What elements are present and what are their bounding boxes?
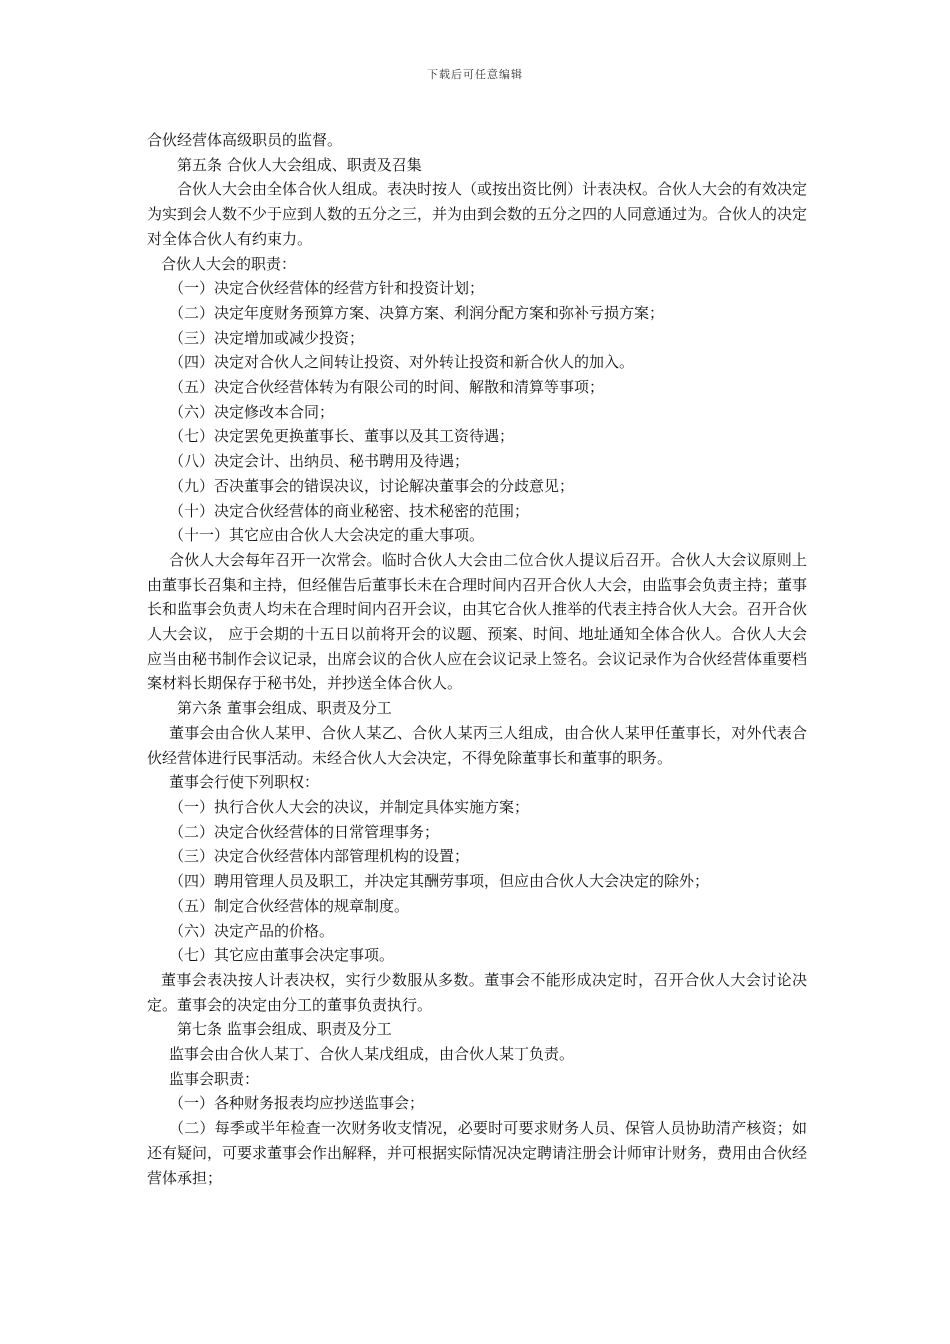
paragraph: 董事会表决按人计表决权，实行少数服从多数。董事会不能形成决定时，召开合伙人大会讨论决定。董事会的决定由分工的董事负责执行。 — [147, 970, 807, 1014]
list-item: （四）决定对合伙人之间转让投资、对外转让投资和新合伙人的加入。 — [169, 353, 635, 372]
section-heading-6: 第六条 董事会组成、职责及分工 — [177, 699, 392, 718]
paragraph: 合伙人大会由全体合伙人组成。表决时按人（或按出资比例）计表决权。合伙人大会的有效决定为实到会人数不少于应到人数的五分之三，并为由到会数的五分之四的人同意通过为。合伙人的决定对全体合伙人有约束力。 — [147, 180, 808, 248]
list-item: （二）决定年度财务预算方案、决算方案、利润分配方案和弥补亏损方案； — [169, 303, 665, 322]
list-item: （九）否决董事会的错误决议，讨论解决董事会的分歧意见； — [169, 476, 575, 495]
paragraph: 合伙经营体高级职员的监督。 — [147, 131, 343, 149]
list-item: （三）决定合伙经营体内部管理机构的设置； — [169, 847, 470, 866]
list-item: （六）决定产品的价格。 — [169, 921, 335, 940]
paragraph: 董事会行使下列职权： — [169, 773, 320, 792]
list-item: （八）决定会计、出纳员、秘书聘用及待遇； — [169, 452, 470, 471]
document-body — [147, 128, 807, 1190]
list-item: （七）其它应由董事会决定事项。 — [169, 946, 395, 965]
list-item: （六）决定修改本合同； — [169, 402, 335, 421]
list-item: （一）决定合伙经营体的经营方针和投资计划； — [169, 279, 485, 298]
list-item: （二）每季或半年检查一次财务收支情况，必要时可要求财务人员、保管人员协助清产核资；如还有疑问，可要求董事会作出解释，并可根据实际情况决定聘请注册会计师审计财务，费用由合伙经营体承担； — [147, 1119, 808, 1187]
list-item: （七）决定罢免更换董事长、董事以及其工资待遇； — [169, 427, 515, 446]
list-item: （四）聘用管理人员及职工，并决定其酬劳事项，但应由合伙人大会决定的除外； — [169, 872, 710, 891]
list-item: （三）决定增加或减少投资； — [169, 328, 365, 347]
paragraph: 董事会由合伙人某甲、合伙人某乙、合伙人某丙三人组成，由合伙人某甲任董事长，对外代表合伙经营体进行民事活动。未经合伙人大会决定，不得免除董事长和董事的职务。 — [147, 723, 807, 767]
list-item: （二）决定合伙经营体的日常管理事务； — [169, 822, 440, 841]
page-header: 下载后可任意编辑 — [427, 68, 523, 81]
paragraph: 合伙人大会每年召开一次常会。临时合伙人大会由二位合伙人提议后召开。合伙人大会议原则上由董事长召集和主持，但经催告后董事长未在合理时间内召开合伙人大会，由监事会负责主持；董事长和监事会负责人均未在合理时间内召开会议，由其它合伙人推举的代表主持合伙人大会。召开合伙人大会议， 应于会期的十五日以前将开会的议题、预案、时间、地址通知全体合伙人。合伙人大会应当由秘书制作会议记录，出席会议的合伙人应在会议记录上签名。会议记录作为合伙经营体重要档案材料长期保存于秘书处，并抄送全体合伙人。 — [147, 550, 808, 693]
list-item: （十一）其它应由合伙人大会决定的重大事项。 — [169, 526, 485, 545]
section-heading-5: 第五条 合伙人大会组成、职责及召集 — [177, 155, 422, 174]
paragraph: 合伙人大会的职责： — [161, 254, 297, 273]
list-item: （一）执行合伙人大会的决议，并制定具体实施方案； — [169, 797, 530, 816]
list-item: （一）各种财务报表均应抄送监事会； — [169, 1094, 425, 1113]
list-item: （五）决定合伙经营体转为有限公司的时间、解散和清算等事项； — [169, 378, 605, 397]
list-item: （五）制定合伙经营体的规章制度。 — [169, 896, 410, 915]
section-heading-7: 第七条 监事会组成、职责及分工 — [177, 1020, 392, 1039]
list-item: （十）决定合伙经营体的商业秘密、技术秘密的范围； — [169, 501, 530, 520]
paragraph: 监事会职责： — [169, 1069, 260, 1088]
paragraph: 监事会由合伙人某丁、合伙人某戊组成，由合伙人某丁负责。 — [169, 1045, 575, 1064]
